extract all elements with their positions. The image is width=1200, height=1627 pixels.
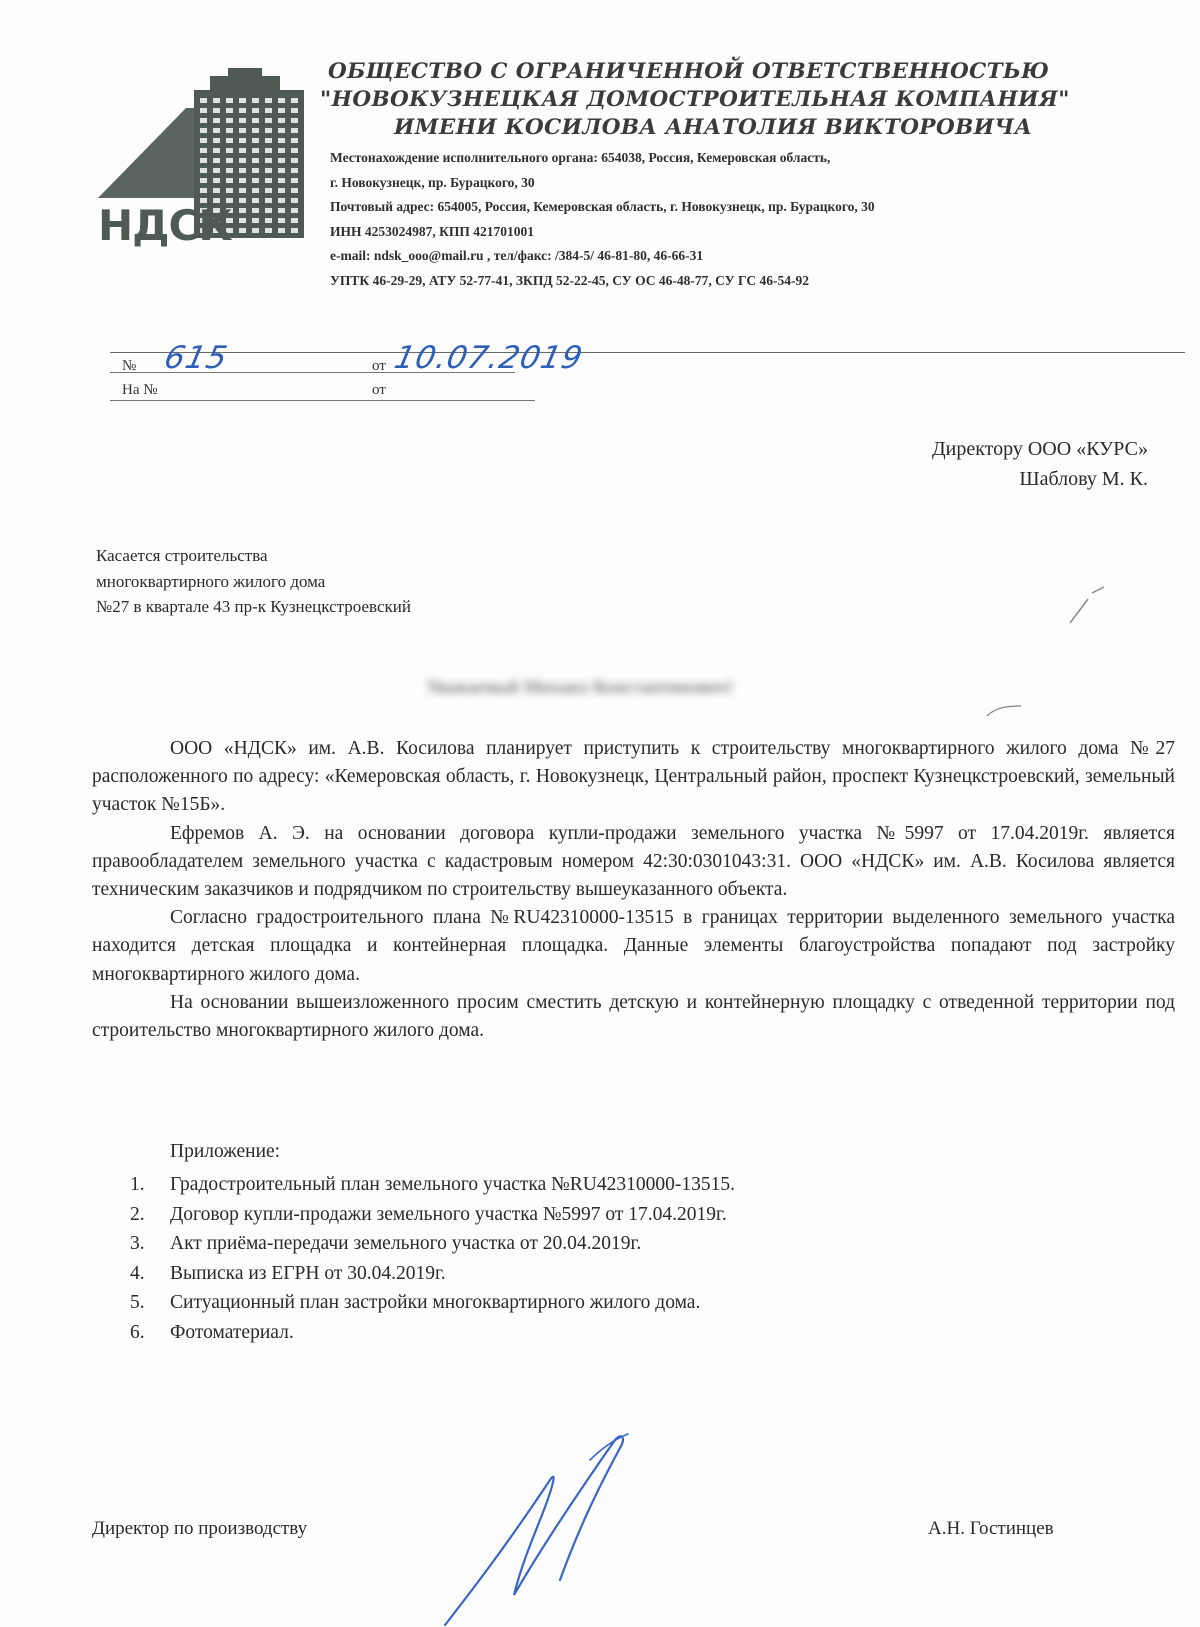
letter-body — [92, 735, 1175, 1045]
logo-window — [278, 168, 285, 173]
list-item: 1. Градостроительный план земельного участка №RU42310000-13515. — [130, 1174, 735, 1195]
logo-window — [239, 218, 246, 223]
logo-window — [278, 138, 285, 143]
logo-window — [265, 198, 272, 203]
outgoing-date-value: 10.07.2019 — [391, 340, 587, 376]
logo-window — [200, 138, 207, 143]
logo-window — [226, 178, 233, 183]
logo-window — [291, 198, 298, 203]
org-info-line: Местонахождение исполнительного органа: 654038, Россия, Кемеровская область, — [330, 150, 831, 165]
logo-window — [252, 118, 259, 123]
logo-window — [213, 128, 220, 133]
org-name-line: ОБЩЕСТВО С ОГРАНИЧЕННОЙ ОТВЕТСТВЕННОСТЬЮ — [328, 59, 1050, 84]
logo-window — [265, 218, 272, 223]
logo-window — [291, 218, 298, 223]
reg-line — [110, 400, 535, 401]
logo-window — [278, 198, 285, 203]
pen-mark — [1068, 585, 1108, 625]
logo-window — [200, 188, 207, 193]
logo-window — [252, 228, 259, 233]
logo-window — [252, 198, 259, 203]
logo-window — [252, 168, 259, 173]
logo-window — [265, 188, 272, 193]
body-paragraph: На основании вышеизложенного просим сместить детскую и контейнерную площадку с отведенной территории под строительство многоквартирного жилого дома. — [92, 991, 1175, 1042]
org-name-line: ИМЕНИ КОСИЛОВА АНАТОЛИЯ ВИКТОРОВИЧА — [394, 115, 1033, 140]
subject-line: Касается строительства — [96, 546, 268, 565]
body-paragraph: Ефремов А. Э. на основании договора купли-продажи земельного участка №5997 от 17.04.2019г. является правообладателем земельного участка с кадастровым номером 42:30:0301043:31. ООО «НДСК» им. А.В. Косилова является техническим заказчиков и подрядчиком по строительству вышеуказанного объекта. — [92, 822, 1175, 901]
pen-mark — [985, 700, 1025, 720]
logo-window — [278, 128, 285, 133]
logo-window — [239, 188, 246, 193]
logo-window — [213, 168, 220, 173]
signatory-name: А.Н. Гостинцев — [928, 1518, 1054, 1539]
list-item: 6. Фотоматериал. — [130, 1321, 294, 1343]
logo-window — [213, 148, 220, 153]
logo-window — [265, 108, 272, 113]
logo-window — [200, 128, 207, 133]
logo-window — [278, 158, 285, 163]
logo-window — [226, 98, 233, 103]
logo-window — [252, 148, 259, 153]
logo-window — [226, 188, 233, 193]
greeting-blurred: Уважаемый Михаил Константинович! — [426, 677, 734, 698]
logo-window — [278, 118, 285, 123]
logo-window — [252, 138, 259, 143]
logo-window — [278, 228, 285, 233]
list-item: 4. Выписка из ЕГРН от 30.04.2019г. — [130, 1262, 446, 1284]
logo-window — [265, 118, 272, 123]
addressee-line: Директору ООО «КУРС» — [931, 438, 1148, 460]
logo-window — [213, 178, 220, 183]
logo-window — [291, 138, 298, 143]
logo-window — [226, 108, 233, 113]
logo-window — [239, 108, 246, 113]
logo-window — [239, 178, 246, 183]
logo-window — [252, 178, 259, 183]
logo-window — [239, 138, 246, 143]
logo-window — [265, 228, 272, 233]
logo-window — [278, 178, 285, 183]
logo-window — [239, 198, 246, 203]
outgoing-number-label: № — [122, 358, 137, 374]
logo-window — [265, 158, 272, 163]
logo-window — [239, 158, 246, 163]
logo-window — [200, 108, 207, 113]
list-item: 5. Ситуационный план застройки многоквартирного жилого дома. — [130, 1292, 701, 1313]
logo-window — [278, 98, 285, 103]
logo-window — [239, 168, 246, 173]
logo-window — [226, 138, 233, 143]
logo-window — [291, 98, 298, 103]
outgoing-date-label: от — [372, 358, 386, 374]
logo-window — [265, 168, 272, 173]
logo-window — [265, 128, 272, 133]
logo-window — [239, 228, 246, 233]
logo-window — [213, 118, 220, 123]
org-info-line: ИНН 4253024987, КПП 421701001 — [330, 223, 535, 239]
logo-text: НДСК — [98, 201, 232, 250]
logo-window — [252, 188, 259, 193]
logo-window — [291, 158, 298, 163]
logo-window — [252, 108, 259, 113]
logo-window — [278, 108, 285, 113]
reply-date-label: от — [372, 382, 386, 398]
outgoing-number-value: 615 — [161, 340, 231, 376]
logo-window — [200, 168, 207, 173]
logo-window — [226, 128, 233, 133]
logo-window — [239, 98, 246, 103]
subject — [96, 543, 411, 620]
logo-window — [239, 208, 246, 213]
logo-window — [291, 178, 298, 183]
logo-window — [213, 108, 220, 113]
list-item: 2. Договор купли-продажи земельного участка №5997 от 17.04.2019г. — [130, 1203, 727, 1225]
letterhead-divider — [110, 352, 1185, 353]
logo-window — [226, 168, 233, 173]
logo-window — [200, 148, 207, 153]
org-info-line: УПТК 46-29-29, АТУ 52-77-41, ЗКПД 52-22-45, СУ ОС 46-48-77, СУ ГС 46-54-92 — [330, 272, 809, 288]
organization-details — [330, 146, 1190, 293]
logo-window — [213, 98, 220, 103]
logo-window — [291, 148, 298, 153]
ndsk-logo — [98, 68, 318, 258]
body-paragraph: Согласно градостроительного плана №RU42310000-13515 в границах территории выделенного земельного участка находится детская площадка и контейнерная площадка. Данные элементы благоустройства попадают под застройку многоквартирного жилого дома. — [92, 907, 1175, 985]
logo-window — [226, 158, 233, 163]
logo-window — [291, 188, 298, 193]
addressee — [932, 434, 1148, 494]
logo-window — [239, 128, 246, 133]
subject-line: №27 в квартале 43 пр-к Кузнецкстроевский — [96, 597, 411, 616]
logo-window — [291, 228, 298, 233]
logo-window — [278, 218, 285, 223]
logo-window — [291, 168, 298, 173]
logo-window — [291, 118, 298, 123]
logo-window — [213, 138, 220, 143]
signatory-position: Директор по производству — [92, 1518, 308, 1539]
logo-window — [265, 208, 272, 213]
logo-window — [265, 148, 272, 153]
logo-window — [213, 188, 220, 193]
handwritten-signature — [440, 1430, 670, 1627]
organization-name — [320, 58, 1180, 142]
logo-window — [265, 98, 272, 103]
logo-window — [200, 118, 207, 123]
logo-window — [278, 208, 285, 213]
logo-window — [265, 138, 272, 143]
logo-window — [291, 128, 298, 133]
logo-window — [252, 208, 259, 213]
body-paragraph: ООО «НДСК» им. А.В. Косилова планирует приступить к строительству многоквартирного жилого дома №27 расположенного по адресу: «Кемеровская область, г. Новокузнецк, Центральный район, проспект Кузнецкстроевский, земельный участок №15Б». — [92, 738, 1175, 816]
logo-window — [252, 128, 259, 133]
logo-window — [213, 158, 220, 163]
attachments-title: Приложение: — [170, 1141, 281, 1162]
logo-window — [252, 158, 259, 163]
reply-number-label: На № — [122, 382, 158, 398]
logo-window — [278, 148, 285, 153]
logo-window — [226, 118, 233, 123]
logo-window — [239, 118, 246, 123]
logo-window — [291, 108, 298, 113]
addressee-line: Шаблову М. К. — [1019, 468, 1148, 490]
logo-window — [291, 208, 298, 213]
org-info-line: г. Новокузнецк, пр. Бурацкого, 30 — [330, 174, 535, 190]
logo-window — [239, 148, 246, 153]
org-info-line: Почтовый адрес: 654005, Россия, Кемеровская область, г. Новокузнецк, пр. Бурацкого, 30 — [330, 199, 875, 214]
logo-window — [265, 178, 272, 183]
list-item: 3. Акт приёма-передачи земельного участка от 20.04.2019г. — [130, 1233, 642, 1254]
logo-window — [200, 98, 207, 103]
org-name-line: "НОВОКУЗНЕЦКАЯ ДОМОСТРОИТЕЛЬНАЯ КОМПАНИЯ" — [320, 87, 1070, 112]
subject-line: многоквартирного жилого дома — [96, 571, 326, 591]
logo-window — [200, 178, 207, 183]
logo-window — [252, 218, 259, 223]
logo-window — [252, 98, 259, 103]
logo-window — [200, 158, 207, 163]
logo-window — [226, 148, 233, 153]
org-info-line: e-mail: ndsk_ooo@mail.ru , тел/факс: /384-5/ 46-81-80, 46-66-31 — [330, 248, 704, 263]
logo-window — [278, 188, 285, 193]
attachments-list — [130, 1170, 735, 1347]
